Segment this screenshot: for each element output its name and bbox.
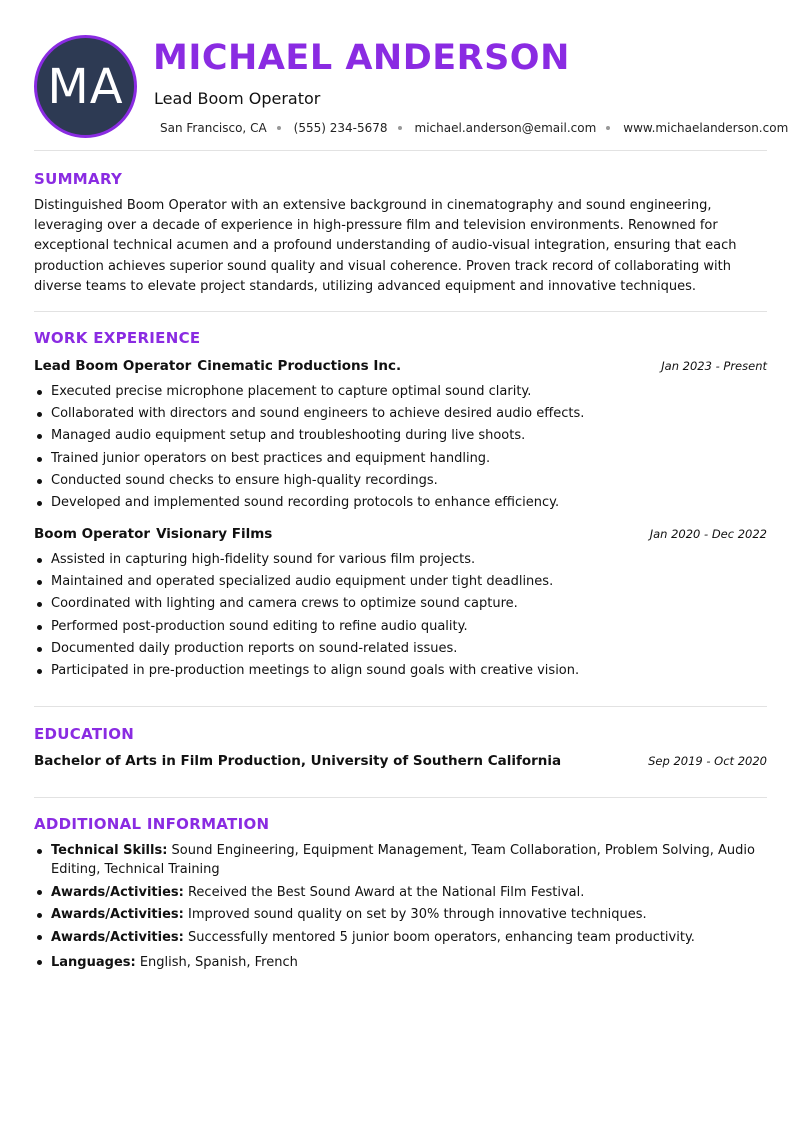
list-item: Developed and implemented sound recording protocols to enhance efficiency. <box>34 492 767 514</box>
divider <box>34 706 767 707</box>
separator-dot <box>277 126 281 130</box>
job-bullets <box>34 549 767 682</box>
item-text: English, Spanish, French <box>139 954 298 970</box>
contact-phone: (555) 234-5678 <box>293 121 388 135</box>
job-role-line <box>34 358 401 374</box>
separator-dot <box>606 126 610 130</box>
education-entry <box>34 753 767 769</box>
item-label: Awards/Activities: <box>51 884 184 900</box>
job-company: Visionary Films <box>156 526 273 542</box>
job-header <box>34 358 767 374</box>
contact-location: San Francisco, CA <box>160 121 267 135</box>
item-text: Improved sound quality on set by 30% through innovative techniques. <box>187 907 647 922</box>
summary-heading: SUMMARY <box>34 170 123 188</box>
list-item: Performed post-production sound editing to refine audio quality. <box>34 616 767 638</box>
list-item: Conducted sound checks to ensure high-quality recordings. <box>34 470 767 492</box>
item-label: Languages: <box>51 954 136 970</box>
list-item: Collaborated with directors and sound engineers to achieve desired audio effects. <box>34 403 767 425</box>
job-bullets <box>34 381 767 514</box>
item-label: Awards/Activities: <box>51 907 184 922</box>
list-item <box>34 905 767 924</box>
education-dates: Sep 2019 - Oct 2020 <box>648 754 767 768</box>
job-company: Cinematic Productions Inc. <box>197 358 402 374</box>
list-item: Documented daily production reports on sound-related issues. <box>34 638 767 660</box>
list-item: Assisted in capturing high-fidelity sound for various film projects. <box>34 549 767 571</box>
additional-list <box>34 841 767 975</box>
item-text: Successfully mentored 5 junior boom operators, enhancing team productivity. <box>187 929 695 945</box>
education-degree: Bachelor of Arts in Film Production, University of Southern California <box>34 753 562 769</box>
job-dates: Jan 2020 - Dec 2022 <box>649 527 767 541</box>
list-item: Executed precise microphone placement to capture optimal sound clarity. <box>34 381 767 403</box>
list-item: Managed audio equipment setup and troubleshooting during live shoots. <box>34 425 767 447</box>
separator-dot <box>398 126 402 130</box>
education-heading: EDUCATION <box>34 725 135 743</box>
contact-website: www.michaelanderson.com <box>623 121 789 135</box>
job-role: Lead Boom Operator <box>34 358 192 374</box>
job-dates: Jan 2023 - Present <box>661 359 767 373</box>
job-header <box>34 526 767 542</box>
job-role: Boom Operator <box>34 526 151 542</box>
divider <box>34 150 767 151</box>
list-item <box>34 883 767 902</box>
list-item: Trained junior operators on best practices and equipment handling. <box>34 448 767 470</box>
contact-email: michael.anderson@email.com <box>414 121 597 135</box>
item-text: Sound Engineering, Equipment Management, Team Collaboration, Problem Solving, Audio Editing, Technical Training <box>51 843 755 877</box>
avatar-initials: MA <box>47 58 124 115</box>
additional-heading: ADDITIONAL INFORMATION <box>34 815 270 833</box>
item-text: Received the Best Sound Award at the National Film Festival. <box>187 884 585 900</box>
item-label: Technical Skills: <box>51 843 168 858</box>
experience-heading: WORK EXPERIENCE <box>34 329 201 347</box>
list-item <box>34 841 767 879</box>
contact-bar <box>160 121 788 135</box>
candidate-name: MICHAEL ANDERSON <box>153 38 570 78</box>
list-item <box>34 953 767 972</box>
summary-text: Distinguished Boom Operator with an extensive background in cinematography and sound engineering, leveraging over a decade of experience in high-pressure film and television environments. Renowned for exceptional technical acumen and a profound understanding of audio-visual integration, ensuring that each production achieves superior sound quality and visual coherence. Proven track record of collaborating with diverse teams to elevate project standards, utilizing advanced equipment and innovative techniques. <box>34 198 737 294</box>
divider <box>34 311 767 312</box>
avatar <box>34 35 137 138</box>
divider <box>34 797 767 798</box>
list-item: Coordinated with lighting and camera crews to optimize sound capture. <box>34 593 767 615</box>
candidate-title: Lead Boom Operator <box>154 89 321 108</box>
list-item: Participated in pre-production meetings to align sound goals with creative vision. <box>34 660 767 682</box>
list-item <box>34 928 767 947</box>
item-label: Awards/Activities: <box>51 929 184 945</box>
list-item: Maintained and operated specialized audio equipment under tight deadlines. <box>34 571 767 593</box>
job-role-line <box>34 526 272 542</box>
